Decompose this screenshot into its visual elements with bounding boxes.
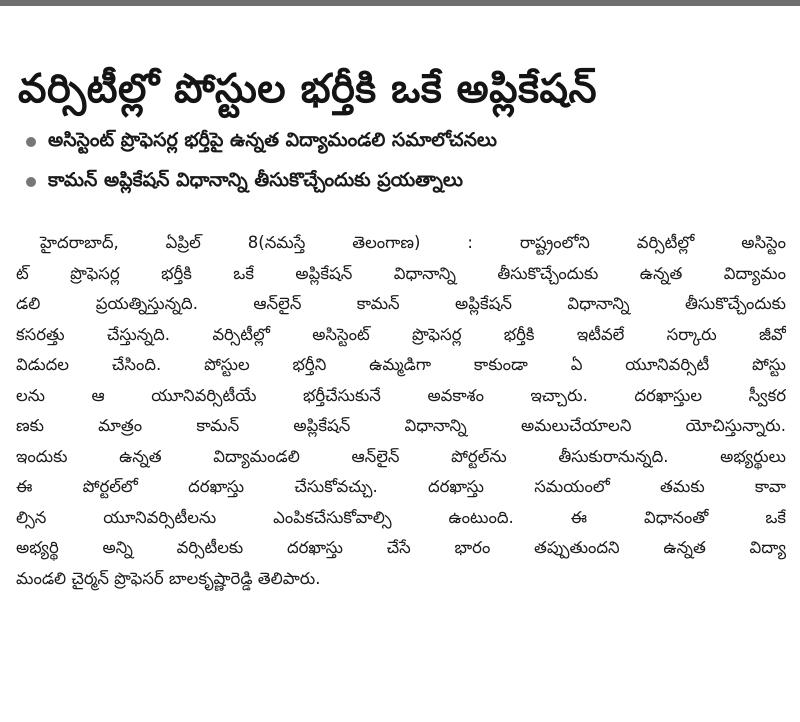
body-line: ల్సిన యూనివర్సిటీలను ఎంపికచేసుకోవాల్సి ఉంటుంది. ఈ విధానంతో ఒకే xyxy=(16,507,786,527)
body-line: విడుదల చేసింది. పోస్టుల భర్తీని ఉమ్మడిగా కాకుండా ఏ యూనివర్సిటీ పోస్టు xyxy=(16,355,786,374)
bullet-dot-icon xyxy=(26,137,36,147)
body-line: లను ఆ యూనివర్సిటీయే భర్తీచేసుకునే అవకాశం ఇచ్చారు. దరఖాస్తుల స్వీకర xyxy=(16,385,786,405)
subhead-item xyxy=(26,122,786,162)
article-body xyxy=(16,228,786,594)
body-line: మండలి చైర్మన్ ప్రొఫెసర్ బాలకృష్ణారెడ్డి తెలిపారు. xyxy=(16,568,321,588)
body-line: ఇందుకు ఉన్నత విద్యామండలి ఆన్‌లైన్ పోర్టల్‌ను తీసుకురానున్నది. అభ్యర్థులు xyxy=(16,446,786,466)
body-line: ట్ ప్రొఫెసర్ల భర్తీకి ఒకే అప్లికేషన్ విధానాన్ని తీసుకొచ్చేందుకు ఉన్నత విద్యామం xyxy=(16,263,786,283)
body-line: అభ్యర్థి అన్ని వర్సిటీలకు దరఖాస్తు చేసే భారం తప్పుతుందని ఉన్నత విద్యా xyxy=(16,538,786,557)
subhead-text: కామన్ అప్లికేషన్ విధానాన్ని తీసుకొచ్చేందుకు ప్రయత్నాలు xyxy=(48,168,463,191)
bullet-dot-icon xyxy=(26,177,36,187)
subhead-text: అసిస్టెంట్ ప్రొఫెసర్ల భర్తీపై ఉన్నత విద్యామండలి సమాలోచనలు xyxy=(48,128,497,151)
body-line: ణకు మాత్రం కామన్ అప్లికేషన్ విధానాన్ని అమలుచేయాలని యోచిస్తున్నారు. xyxy=(16,416,786,435)
body-line: హైదరాబాద్, ఏప్రిల్ 8(నమస్తే తెలంగాణ) : రాష్ట్రంలోని వర్సిటీల్లో అసిస్టెం xyxy=(40,233,786,252)
top-rule xyxy=(0,0,800,6)
body-line: కసరత్తు చేస్తున్నది. వర్సిటీల్లో అసిస్టెంట్ ప్రొఫెసర్ల భర్తీకి ఇటీవలే సర్కారు జీవో xyxy=(16,324,786,344)
subhead-item xyxy=(26,162,786,202)
article-headline: వర్సిటీల్లో పోస్టుల భర్తీకి ఒకే అప్లికేషన్ xyxy=(18,65,598,112)
body-line: డలి ప్రయత్నిస్తున్నది. ఆన్‌లైన్ కామన్ అప్లికేషన్ విధానాన్ని తీసుకొచ్చేందుకు xyxy=(16,294,786,313)
body-line: ఈ పోర్టల్‌లో దరఖాస్తు చేసుకోవచ్చు. దరఖాస్తు సమయంలో తమకు కావా xyxy=(16,477,786,496)
article-subheads xyxy=(26,122,786,202)
